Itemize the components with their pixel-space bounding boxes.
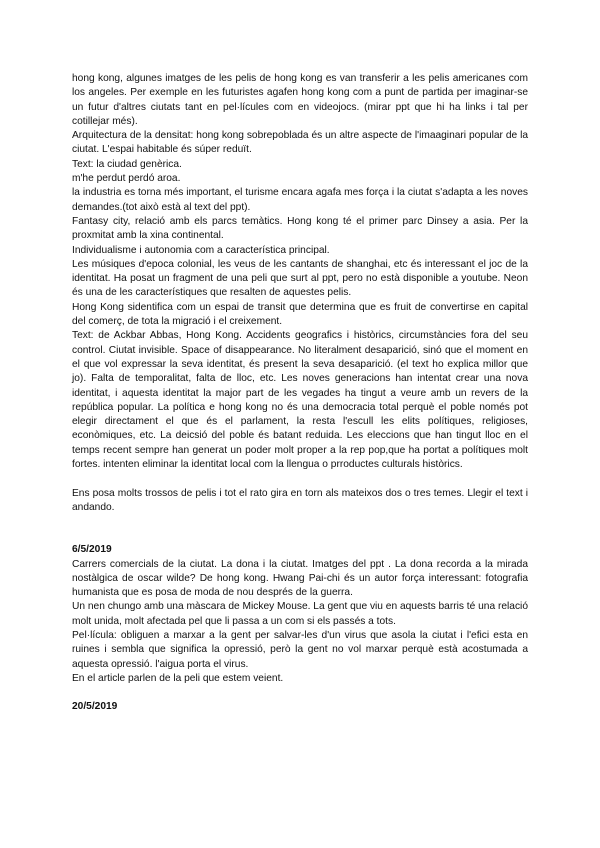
paragraph: Fantasy city, relació amb els parcs temàtics. Hong kong té el primer parc Dinsey a asia. Per la proxmitat amb la xina continental. bbox=[72, 215, 528, 242]
paragraph: Text: de Ackbar Abbas, Hong Kong. Accidents geografics i històrics, circumstàncies fora del seu control. Ciutat invisible. Space of disappearance. No literalment desaparició, sinó que el moment en el que vol expressar la seva identitat, és present la seva desaparició. (el text ho explica millor que jo). Falta de temporalitat, falta de lloc, etc. Les noves generacions han intentat crear una nova identitat, i aquesta identitat la major part de les vegades ha tingut a veure amb un revers de la república popular. La política e hong kong no és una democracia total perquè el poble només pot elegir directament el que és el parlament, la resta l'escull les elits polítiques, religioses, econòmiques, etc. La deicsió del poble és batant reduida. Les eleccions que han tingut lloc en el temps recent sempre han generat un poder molt proper a la rep pop,que ha portat a polítiques molt fortes. intenten eliminar la identitat local com la llengua o prroductes culturals històrics. bbox=[72, 330, 528, 471]
paragraph: Pel·lícula: obliguen a marxar a la gent per salvar-les d'un virus que asola la ciutat i l'efici esta en ruines i sembla que significa la opressió, però la gent no vol marxar perquè està acostumada a aquesta opressió. l'aigua porta el virus. bbox=[72, 629, 528, 670]
paragraph: hong kong, algunes imatges de les pelis de hong kong es van transferir a les pelis americanes com los angeles. Per exemple en les futuristes agafen hong kong com a punt de partida per imaginar-se un futur d'altres ciutats tant en pel·lícules com en videojocs. (mirar ppt que hi ha links i tal per cotillejar més). bbox=[72, 73, 528, 127]
blank-lines bbox=[72, 515, 528, 543]
paragraph: la industria es torna més important, el turisme encara agafa mes força i la ciutat s'adapta a les noves demandes.(tot això està al text del ppt). bbox=[72, 187, 528, 213]
blank-line bbox=[72, 686, 528, 700]
paragraph: m'he perdut perdó aroa. bbox=[72, 173, 181, 185]
paragraph: Individualisme i autonomia com a característica principal. bbox=[72, 244, 330, 256]
paragraph: Arquitectura de la densitat: hong kong sobrepoblada és un altre aspecte de l'imaaginari popular de la ciutat. L'espai habitable és súper reduït. bbox=[72, 130, 528, 156]
date-heading: 20/5/2019 bbox=[72, 701, 118, 713]
paragraph: Les músiques d'epoca colonial, les veus de les cantants de shanghai, etc és interessant el joc de la identitat. Ha posat un fragment de una peli que surt al ppt, pero no està disponible a youtube. Neon és una de les característiques que resalten de aquestes pelis. bbox=[72, 258, 528, 299]
paragraph: Hong Kong sidentifica com un espai de transit que determina que es fruit de convertirse en capital del comerç, de tota la migració i el creixement. bbox=[72, 301, 528, 328]
paragraph: Un nen chungo amb una màscara de Mickey Mouse. La gent que viu en aquests barris té una relació molt unida, molt afectada pel que li passa a un com si els passés a tots. bbox=[72, 601, 528, 627]
blank-line bbox=[72, 472, 528, 486]
paragraph: Text: la ciudad genèrica. bbox=[72, 158, 182, 170]
closing-paragraph: Ens posa molts trossos de pelis i tot el rato gira en torn als mateixos dos o tres temes. Llegir el text i andando. bbox=[72, 487, 528, 513]
paragraph: Carrers comercials de la ciutat. La dona i la ciutat. Imatges del ppt . La dona recorda a la mirada nostàlgica de oscar wilde? De hong kong. Hwang Pai-chi és un autor força interessant: fotografia humanista que es posa de moda de nou després de la guerra. bbox=[72, 558, 528, 599]
date-heading: 6/5/2019 bbox=[72, 544, 112, 556]
document-body bbox=[72, 72, 528, 715]
paragraph: En el article parlen de la peli que estem veient. bbox=[72, 672, 284, 684]
